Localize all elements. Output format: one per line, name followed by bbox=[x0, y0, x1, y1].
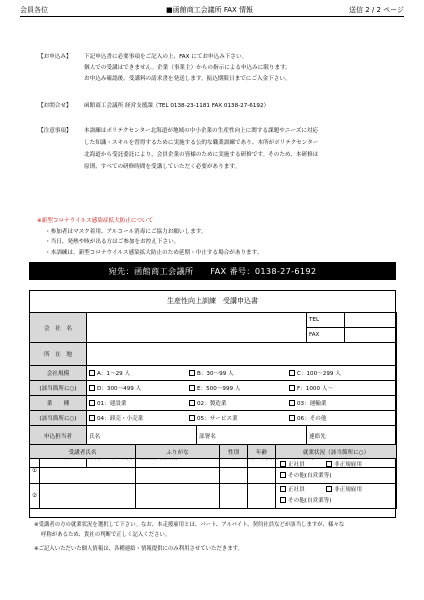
row-number: ② bbox=[30, 484, 40, 509]
tel-field[interactable] bbox=[345, 313, 397, 328]
tel-label: TEL bbox=[307, 313, 345, 328]
apply-section bbox=[20, 52, 406, 88]
covid-bullet: ・当日、発熱や咳が出る方はご参加をお控え下さい。 bbox=[45, 239, 180, 245]
manager-label: 申込担当者 bbox=[30, 426, 87, 447]
furigana-header: ふりがな bbox=[136, 445, 220, 459]
header-title: ■函館商工会議所 FAX 情報 bbox=[166, 6, 254, 14]
checkbox-icon[interactable] bbox=[326, 486, 332, 492]
industry-options-row1 bbox=[87, 396, 397, 411]
fax-field[interactable] bbox=[345, 328, 397, 343]
page-header bbox=[20, 5, 404, 15]
industry-option[interactable]: 03：運輸業 bbox=[289, 399, 327, 407]
size-option[interactable]: B：30～99 人 bbox=[189, 369, 289, 377]
checkbox-icon[interactable] bbox=[289, 400, 295, 406]
size-option[interactable]: C：100～299 人 bbox=[289, 369, 341, 377]
checkbox-icon[interactable] bbox=[189, 415, 195, 421]
company-size-sublabel: (該当箇所に○) bbox=[30, 381, 87, 396]
header-rule bbox=[20, 16, 404, 17]
checkbox-icon[interactable] bbox=[280, 472, 286, 478]
industry-option[interactable]: 04：卸売・小売業 bbox=[89, 414, 189, 422]
status-option[interactable]: その他(自営業等) bbox=[280, 473, 332, 479]
notes-label: 【注意事項】 bbox=[38, 128, 72, 134]
participant-name-field[interactable] bbox=[40, 459, 136, 484]
checkbox-icon[interactable] bbox=[289, 385, 295, 391]
covid-title: ※新型コロナウイルス感染症拡大防止について bbox=[37, 218, 154, 224]
employment-status-options bbox=[276, 484, 397, 509]
industry-option[interactable]: 05：サービス業 bbox=[189, 414, 289, 422]
status-option[interactable]: 正社員 bbox=[280, 485, 326, 496]
company-size-options-row1 bbox=[87, 366, 397, 381]
furigana-field[interactable] bbox=[136, 484, 220, 509]
checkbox-icon[interactable] bbox=[280, 497, 286, 503]
gender-field[interactable] bbox=[220, 484, 248, 509]
industry-options-row2 bbox=[87, 411, 397, 426]
notes-section bbox=[20, 126, 406, 172]
table-row bbox=[30, 459, 397, 484]
industry-option[interactable]: 02：製造業 bbox=[189, 399, 289, 407]
covid-bullet: ・参加者はマスク着用、アルコール消毒にご協力お願いします。 bbox=[45, 228, 207, 235]
size-option[interactable]: E：500～999 人 bbox=[189, 384, 289, 392]
contact-text: 函館商工会議所 経営支援課（TEL 0138-23-1181 FAX 0138-27-6192） bbox=[84, 103, 270, 109]
age-field[interactable] bbox=[248, 459, 276, 484]
header-recipient: 会員各位 bbox=[20, 6, 48, 14]
checkbox-icon[interactable] bbox=[326, 461, 332, 467]
header-page-indicator: 送信 2 / 2 ページ bbox=[348, 6, 404, 14]
checkbox-icon[interactable] bbox=[289, 370, 295, 376]
table-row bbox=[30, 484, 397, 509]
industry-option[interactable]: 01：建設業 bbox=[89, 399, 189, 407]
checkbox-icon[interactable] bbox=[189, 385, 195, 391]
apply-label: 【お申込み】 bbox=[38, 54, 72, 60]
participants-table bbox=[29, 444, 397, 509]
checkbox-icon[interactable] bbox=[189, 370, 195, 376]
gender-field[interactable] bbox=[220, 459, 248, 484]
status-option[interactable]: 非正規雇用 bbox=[326, 462, 362, 468]
participant-name-header: 受講者氏名 bbox=[30, 445, 136, 459]
notes-line: した知識・スキルを習得するために実施する公的な職業訓練であり、本所がポリテクセンター bbox=[84, 140, 319, 146]
age-field[interactable] bbox=[248, 484, 276, 509]
company-size-options-row2 bbox=[87, 381, 397, 396]
address-label: 所 在 地 bbox=[30, 343, 87, 366]
participant-name-field[interactable] bbox=[40, 484, 136, 509]
size-option[interactable]: D：300～499 人 bbox=[89, 384, 189, 392]
employment-status-options bbox=[276, 459, 397, 484]
contact-section bbox=[20, 101, 406, 113]
checkbox-icon[interactable] bbox=[89, 400, 95, 406]
checkbox-icon[interactable] bbox=[280, 486, 286, 492]
apply-line: 下記申込書に必要事項をご記入の上、FAX にてお申込み下さい。 bbox=[84, 54, 248, 60]
employment-status-header: 就業状況（該当箇所に○） bbox=[276, 445, 397, 459]
status-option[interactable]: その他(自営業等) bbox=[280, 498, 332, 504]
form-title: 生産性向上訓練 受講申込書 bbox=[167, 297, 258, 305]
apply-line: お申込み確認後、受講料の請求書を発送します。振込期限日までにご入金下さい。 bbox=[84, 76, 291, 82]
row-number: ① bbox=[30, 459, 40, 484]
fax-label: FAX bbox=[307, 328, 345, 343]
footnote: ※受講者の方の就業状況を選択して下さい。なお、本走援雇用とは、パート、アルバイト、契約社員などが該当しますが、様々な bbox=[34, 522, 345, 528]
age-header: 年齢 bbox=[248, 445, 276, 459]
industry-option[interactable]: 06：その他 bbox=[289, 414, 327, 422]
status-option[interactable]: 非正規雇用 bbox=[326, 487, 362, 493]
address-field[interactable] bbox=[87, 343, 397, 366]
checkbox-icon[interactable] bbox=[280, 461, 286, 467]
apply-line: 個人での受講はできません。企業（事業主）からの指示による申込みに限ります。 bbox=[84, 65, 291, 71]
covid-notice bbox=[37, 216, 262, 258]
footnote: ※ご記入いただいた個人情報は、各種連絡・情報提供にのみ利用させていただきます。 bbox=[34, 546, 243, 552]
checkbox-icon[interactable] bbox=[289, 415, 295, 421]
checkbox-icon[interactable] bbox=[89, 415, 95, 421]
manager-dept-label: 部署名 bbox=[199, 434, 216, 440]
manager-name-label: 氏名 bbox=[89, 434, 101, 440]
gender-header: 性別 bbox=[220, 445, 248, 459]
checkbox-icon[interactable] bbox=[189, 400, 195, 406]
company-name-field[interactable] bbox=[87, 313, 307, 343]
checkbox-icon[interactable] bbox=[89, 385, 95, 391]
company-name-label: 会 社 名 bbox=[30, 313, 87, 343]
checkbox-icon[interactable] bbox=[89, 370, 95, 376]
manager-contact-label: 連絡先 bbox=[309, 434, 326, 440]
industry-label: 業 種 bbox=[30, 396, 87, 411]
company-size-label: 会社規模 bbox=[30, 366, 87, 381]
industry-sublabel: (該当箇所に○) bbox=[30, 411, 87, 426]
furigana-field[interactable] bbox=[136, 459, 220, 484]
size-option[interactable]: F：1000 人～ bbox=[289, 384, 333, 392]
contact-label: 【お問合せ】 bbox=[38, 103, 72, 109]
notes-line: 原則、すべての研修時間を受講していただく必要があります。 bbox=[84, 164, 241, 170]
footnote: 呼称があるため、貴社の判断で正しく記入ください。 bbox=[41, 532, 171, 538]
fax-destination-banner: 宛先：函館商工会議所 FAX 番号：0138-27-6192 bbox=[29, 262, 396, 280]
size-option[interactable]: A：1～29 人 bbox=[89, 369, 189, 377]
notes-line: 本訓練はポリテクセンター北海道が地域の中小企業の生産性向上に関する課題やニーズに対応 bbox=[84, 128, 319, 134]
covid-bullet: ・本訓練は、新型コロナウイルス感染拡大防止のため延期・中止する場合があります。 bbox=[45, 249, 263, 256]
status-option[interactable]: 正社員 bbox=[280, 460, 326, 471]
notes-line: 北海道から受託委託により、会員企業の皆様のために実施する研修です。そのため、本研修は bbox=[84, 152, 319, 158]
